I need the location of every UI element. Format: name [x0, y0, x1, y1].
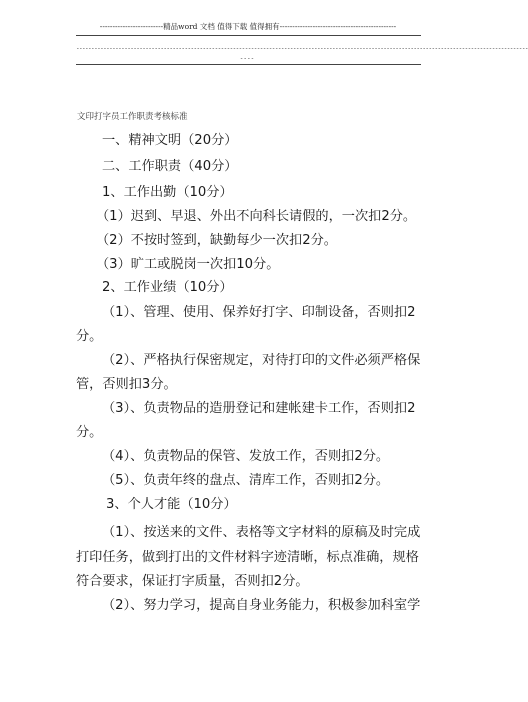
subsection-heading: 3、个人才能（10分） [106, 497, 237, 512]
section-heading: 二、工作职责（40分） [102, 159, 238, 174]
document-title: 文印打字员工作职责考核标准 [77, 112, 188, 122]
list-item-continuation: 打印任务，做到打出的文件材料字迹清晰，标点准确，规格 [76, 550, 419, 565]
subsection-heading: 1、工作出勤（10分） [102, 185, 233, 200]
list-item-continuation: 分。 [76, 425, 103, 440]
list-item-continuation: 分。 [76, 329, 103, 344]
list-item: （2）不按时签到，缺勤每少一次扣2分。 [96, 233, 337, 248]
subsection-heading: 2、工作业绩（10分） [102, 280, 233, 295]
list-item: （1）、按送来的文件、表格等文字材料的原稿及时完成 [102, 525, 421, 540]
list-item: （3）旷工或脱岗一次扣10分。 [96, 257, 280, 272]
header-dash-line: ------------------------------------------------------------------------------------------------------------------------------------------------------ [76, 45, 528, 52]
list-item: （3）、负责物品的造册登记和建帐建卡工作，否则扣2 [102, 401, 416, 416]
header-bottom-rule [76, 64, 421, 65]
header-dash-line-short: ---- [239, 55, 255, 62]
list-item: （5）、负责年终的盘点、清库工作，否则扣2分。 [102, 473, 390, 488]
list-item: （4）、负责物品的保管、发放工作，否则扣2分。 [102, 449, 390, 464]
section-heading: 一、精神文明（20分） [102, 133, 238, 148]
list-item: （1）、管理、使用、保养好打字、印制设备，否则扣2 [102, 305, 416, 320]
list-item: （2）、严格执行保密规定，对待打印的文件必须严格保 [102, 353, 421, 368]
list-item-continuation: 符合要求，保证打字质量，否则扣2分。 [76, 574, 309, 589]
header-top-rule [76, 35, 421, 36]
list-item: （1）迟到、早退、外出不向科长请假的，一次扣2分。 [96, 209, 417, 224]
list-item-continuation: 管，否则扣3分。 [76, 377, 177, 392]
header-banner: -------------------------精品word 文档 值得下载 值得拥有---------------------------------------------- [99, 22, 397, 31]
list-item: （2）、努力学习，提高自身业务能力，积极参加科室学 [102, 598, 421, 613]
